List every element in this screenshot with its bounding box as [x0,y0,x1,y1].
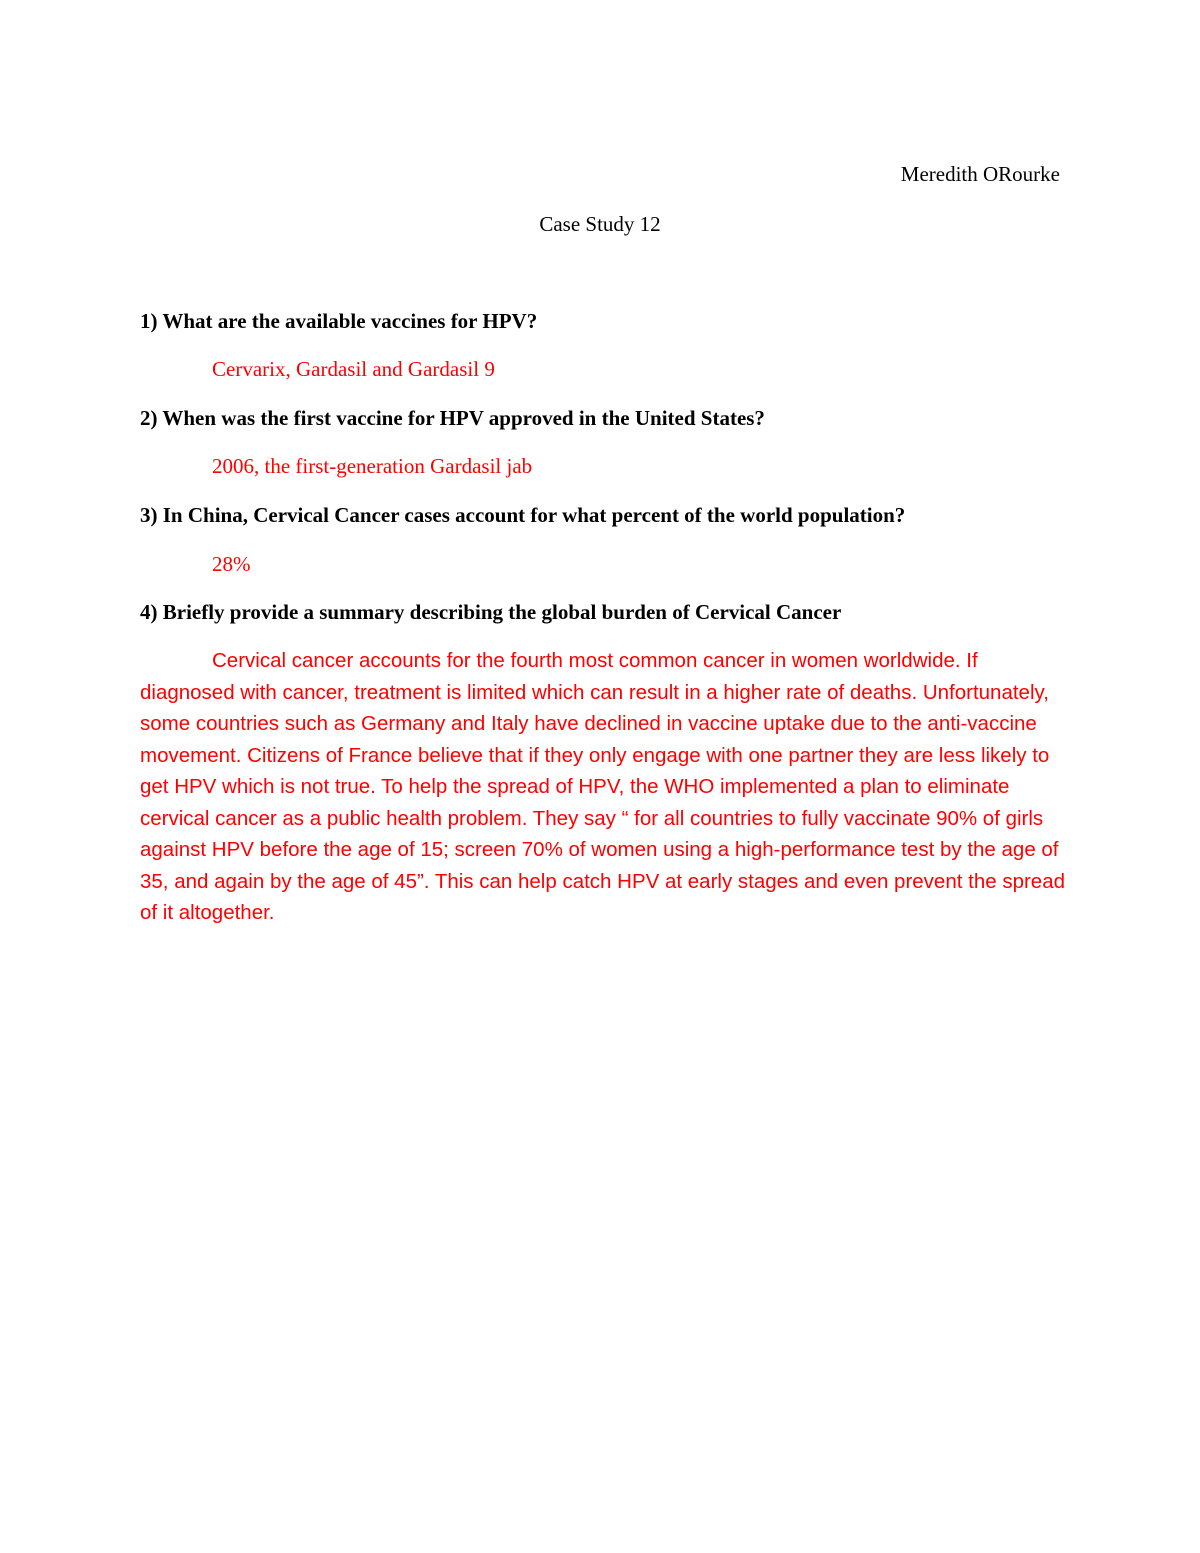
question-3: 3) In China, Cervical Cancer cases account for what percent of the world population? [140,503,906,527]
author-name: Meredith ORourke [900,162,1060,186]
question-2: 2) When was the first vaccine for HPV approved in the United States? [140,406,765,430]
answer-1: Cervarix, Gardasil and Gardasil 9 [212,357,495,381]
question-4: 4) Briefly provide a summary describing the global burden of Cervical Cancer [140,600,842,624]
answer-3: 28% [212,552,251,576]
document-title: Case Study 12 [539,212,661,236]
question-1: 1) What are the available vaccines for HPV? [140,309,538,333]
answer-4-summary: Cervical cancer accounts for the fourth most common cancer in women worldwide. If diagnosed with cancer, treatment is limited which can result in a higher rate of deaths. Unfortunately, some countries such as Germany and Italy have declined in vaccine uptake due to the anti-vaccine movement. Citizens of France believe that if they only engage with one partner they are less likely to get HPV which is not true. To help the spread of HPV, the WHO implemented a plan to eliminate cervical cancer as a public health problem. They say “ for all countries to fully vaccinate 90% of girls against HPV before the age of 15; screen 70% of women using a high-performance test by the age of 35, and again by the age of 45”. This can help catch HPV at early stages and even prevent the spread of it altogether. [140,649,1066,924]
answer-2: 2006, the first-generation Gardasil jab [212,454,533,478]
